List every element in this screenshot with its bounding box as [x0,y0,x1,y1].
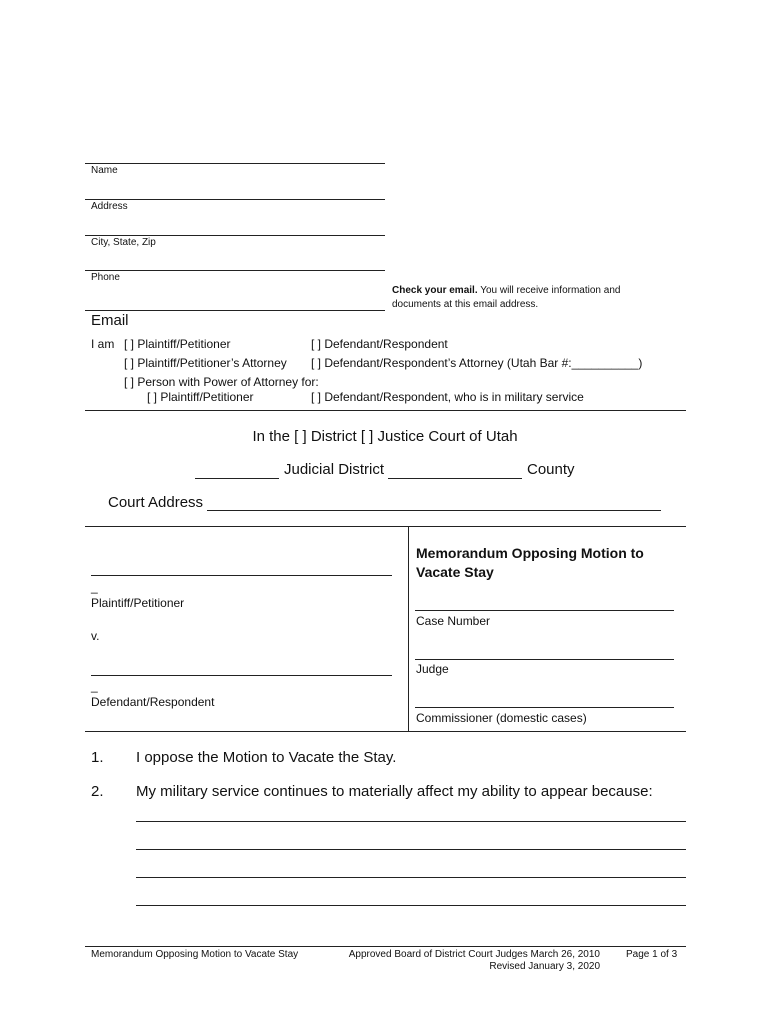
answer-line[interactable] [136,877,686,878]
case-number-label: Case Number [416,614,491,628]
footer-approval-line2: Revised January 3, 2020 [489,961,600,972]
judicial-district-blank[interactable] [195,478,279,479]
item-1-number: 1. [91,749,104,766]
plaintiff-label: Plaintiff/Petitioner [91,596,185,610]
versus-label: v. [91,629,100,643]
city-state-zip-line[interactable] [85,235,385,236]
phone-line[interactable] [85,270,385,271]
email-note-bold: Check your email. [392,285,478,296]
checkbox-poa[interactable]: [ ] Person with Power of Attorney for: [124,375,319,389]
footer-rule [85,946,686,947]
plaintiff-name-blank[interactable] [91,575,392,576]
checkbox-poa-defendant[interactable]: [ ] Defendant/Respondent, who is in military service [311,390,584,404]
checkbox-defendant[interactable]: [ ] Defendant/Respondent [311,337,448,351]
email-note [392,284,620,312]
email-note-line2: documents at this email address. [392,299,539,310]
checkbox-poa-plaintiff[interactable]: [ ] Plaintiff/Petitioner [147,390,254,404]
item-2-text: My military service continues to materially affect my ability to appear because: [136,783,653,800]
name-label: Name [91,165,118,176]
city-state-zip-label: City, State, Zip [91,237,156,248]
address-line[interactable] [85,199,385,200]
document-title-line2: Vacate Stay [416,564,494,580]
commissioner-blank[interactable] [415,707,674,708]
court-address-label: Court Address [108,494,204,511]
email-note-rest: You will receive information and [477,285,621,296]
county-blank[interactable] [388,478,522,479]
i-am-label: I am [91,337,115,351]
footer-approval [340,949,600,973]
document-title [416,544,644,582]
caption-vertical-divider [408,526,409,731]
checkbox-plaintiff[interactable]: [ ] Plaintiff/Petitioner [124,337,231,351]
footer-form-title: Memorandum Opposing Motion to Vacate Stay [91,949,299,960]
answer-line[interactable] [136,905,686,906]
judge-label: Judge [416,662,449,676]
phone-label: Phone [91,272,120,283]
footer-approval-line1: Approved Board of District Court Judges March 26, 2010 [348,949,600,960]
email-line[interactable] [85,310,385,311]
item-2-number: 2. [91,783,104,800]
answer-line[interactable] [136,821,686,822]
court-type-line: In the [ ] District [ ] Justice Court of Utah [252,428,518,445]
footer-page-number: Page 1 of 3 [626,949,678,960]
email-label: Email [91,312,129,329]
defendant-underscore: _ [91,679,98,693]
caption-top-border [85,526,686,527]
address-label: Address [91,201,128,212]
defendant-name-blank[interactable] [91,675,392,676]
item-1-text: I oppose the Motion to Vacate the Stay. [136,749,397,766]
judge-blank[interactable] [415,659,674,660]
answer-line[interactable] [136,849,686,850]
commissioner-label: Commissioner (domestic cases) [416,711,587,725]
caption-bottom-border [85,731,686,732]
county-label: County [527,461,575,478]
judicial-district-label: Judicial District [284,461,385,478]
defendant-label: Defendant/Respondent [91,695,215,709]
name-line[interactable] [85,163,385,164]
checkbox-plaintiff-attorney[interactable]: [ ] Plaintiff/Petitioner’s Attorney [124,356,287,370]
court-address-blank[interactable] [207,510,661,511]
checkbox-defendant-attorney[interactable]: [ ] Defendant/Respondent’s Attorney (Utah Bar #:__________) [311,356,643,370]
plaintiff-underscore: _ [91,580,98,594]
document-title-line1: Memorandum Opposing Motion to [416,545,644,561]
case-number-blank[interactable] [415,610,674,611]
section-divider [85,410,686,411]
